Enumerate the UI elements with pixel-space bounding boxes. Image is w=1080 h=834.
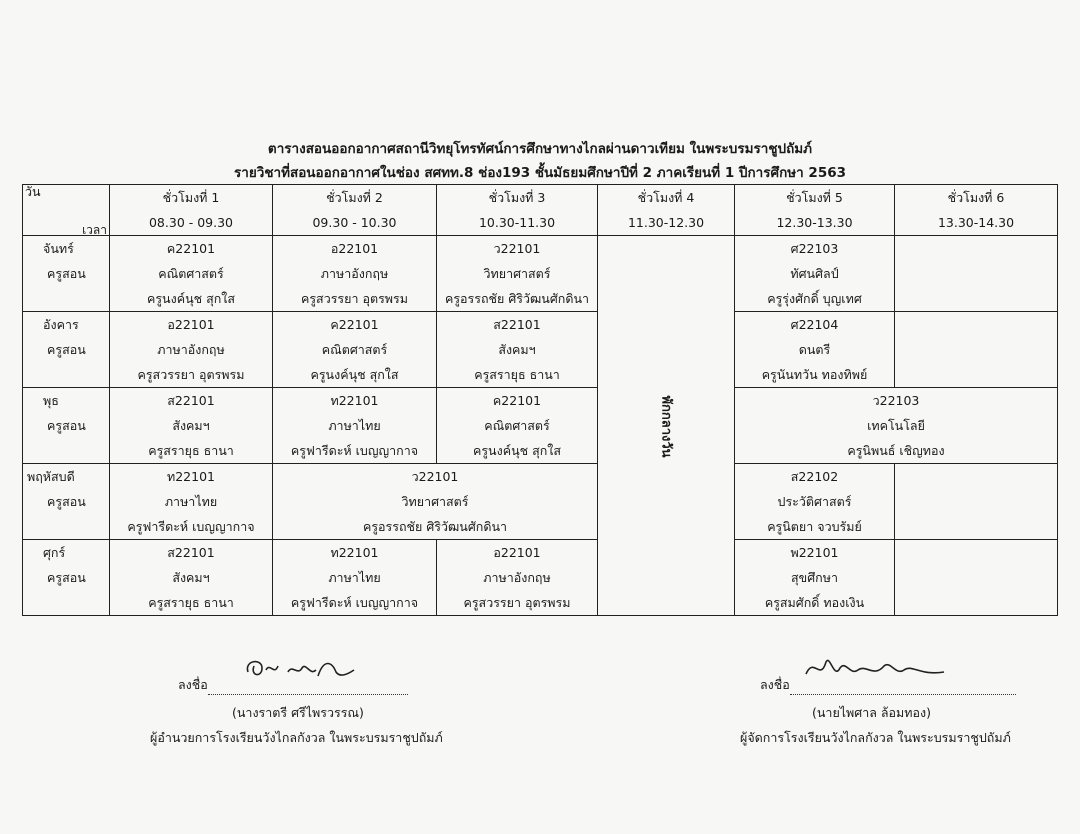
subject-code: ค22101	[273, 312, 437, 338]
day-name: พฤหัสบดี	[23, 464, 110, 490]
subject-name: คณิตศาสตร์	[437, 413, 598, 438]
period-1-time: 08.30 - 09.30	[110, 210, 273, 236]
subject-name: ดนตรี	[735, 337, 895, 362]
teacher-label: ครูสอน	[23, 261, 110, 286]
left-handwritten-signature	[240, 652, 360, 686]
empty-cell	[895, 464, 1058, 540]
header-day-corner	[23, 185, 110, 211]
lunch-break-cell	[598, 236, 735, 616]
teacher-name: ครูสวรรยา อุตรพรม	[437, 590, 598, 616]
teacher-name: ครูนงค์นุช สุกใส	[273, 362, 437, 388]
document-subtitle: รายวิชาที่สอนออกอากาศในช่อง สศทท.8 ช่อง193 ชั้นมัธยมศึกษาปีที่ 2 ภาคเรียนที่ 1 ปีการศึกษา 2563	[234, 165, 846, 181]
signature-prefix: ลงชื่อ	[760, 677, 790, 692]
day-row-thursday	[23, 464, 1058, 490]
subject-code: ศ22103	[735, 236, 895, 262]
empty-cell	[895, 312, 1058, 388]
empty-cell	[895, 236, 1058, 312]
teacher-name: ครูสมศักดิ์ ทองเงิน	[735, 590, 895, 616]
teacher-name: ครูสวรรยา อุตรพรม	[110, 362, 273, 388]
teacher-name: ครูนันทวัน ทองทิพย์	[735, 362, 895, 388]
period-4-time: 11.30-12.30	[598, 210, 735, 236]
teacher-name: ครูสรายุธ ธานา	[110, 438, 273, 464]
subject-name: ประวัติศาสตร์	[735, 489, 895, 514]
teacher-name: ครูนงค์นุช สุกใส	[110, 286, 273, 312]
subject-code: อ22101	[437, 540, 598, 566]
header-row-times	[23, 210, 1058, 236]
period-3-time: 10.30-11.30	[437, 210, 598, 236]
subject-code: ศ22104	[735, 312, 895, 338]
period-6-time: 13.30-14.30	[895, 210, 1058, 236]
subject-code: ส22101	[437, 312, 598, 338]
period-4-label: ชั่วโมงที่ 4	[598, 185, 735, 211]
day-row-monday	[23, 236, 1058, 262]
right-signer-name: (นายไพศาล ล้อมทอง)	[812, 705, 932, 720]
teacher-name: ครูนิพนธ์ เชิญทอง	[735, 438, 1058, 464]
teacher-name: ครูสวรรยา อุตรพรม	[273, 286, 437, 312]
teacher-name: ครูฟารีดะห์ เบญญากาจ	[110, 514, 273, 540]
teacher-label: ครูสอน	[23, 413, 110, 438]
subject-code: ส22102	[735, 464, 895, 490]
day-row-tuesday	[23, 312, 1058, 338]
day-row-friday	[23, 540, 1058, 566]
lunch-break-label: พักกลางวัน	[658, 394, 674, 458]
teacher-name: ครูอรรถชัย ศิริวัฒนศักดินา	[437, 286, 598, 312]
subject-name: สุขศึกษา	[735, 565, 895, 590]
subject-code: อ22101	[273, 236, 437, 262]
signature-dotted-line	[208, 694, 408, 695]
day-name: อังคาร	[23, 312, 110, 338]
period-2-label: ชั่วโมงที่ 2	[273, 185, 437, 211]
subject-name: สังคมฯ	[437, 337, 598, 362]
left-signer-name: (นางราตรี ศรีไพรวรรณ)	[232, 705, 364, 720]
subject-name: ภาษาอังกฤษ	[273, 261, 437, 286]
teacher-label: ครูสอน	[23, 337, 110, 362]
blank-cell	[23, 362, 110, 388]
blank-cell	[23, 286, 110, 312]
period-6-label: ชั่วโมงที่ 6	[895, 185, 1058, 211]
period-5-label: ชั่วโมงที่ 5	[735, 185, 895, 211]
subject-code: ส22101	[110, 540, 273, 566]
subject-name: ทัศนศิลป์	[735, 261, 895, 286]
subject-name: วิทยาศาสตร์	[437, 261, 598, 286]
day-name: จันทร์	[23, 236, 110, 262]
period-3-label: ชั่วโมงที่ 3	[437, 185, 598, 211]
teacher-name: ครูรุ่งศักดิ์ บุญเทศ	[735, 286, 895, 312]
header-row-periods	[23, 185, 1058, 211]
subject-code: ท22101	[110, 464, 273, 490]
teacher-name: ครูนิตยา จวบรัมย์	[735, 514, 895, 540]
subject-name: เทคโนโลยี	[735, 413, 1058, 438]
teacher-name: ครูอรรถชัย ศิริวัฒนศักดินา	[273, 514, 598, 540]
period-5-time: 12.30-13.30	[735, 210, 895, 236]
subject-name: คณิตศาสตร์	[110, 261, 273, 286]
blank-cell	[23, 514, 110, 540]
signature-prefix: ลงชื่อ	[178, 677, 208, 692]
subject-code: ค22101	[110, 236, 273, 262]
subject-code: ว22103	[735, 388, 1058, 414]
subject-code: อ22101	[110, 312, 273, 338]
blank-cell	[23, 590, 110, 616]
subject-name: สังคมฯ	[110, 565, 273, 590]
day-row-wednesday	[23, 388, 1058, 414]
subject-name: วิทยาศาสตร์	[273, 489, 598, 514]
day-label: วัน	[25, 184, 41, 199]
subject-name: ภาษาอังกฤษ	[437, 565, 598, 590]
teacher-label: ครูสอน	[23, 565, 110, 590]
teacher-name: ครูนงค์นุช สุกใส	[437, 438, 598, 464]
time-label: เวลา	[82, 223, 107, 236]
subject-name: ภาษาไทย	[273, 413, 437, 438]
header-time-corner	[23, 210, 110, 236]
period-2-time: 09.30 - 10.30	[273, 210, 437, 236]
blank-cell	[23, 438, 110, 464]
subject-name: สังคมฯ	[110, 413, 273, 438]
left-signer-position: ผู้อำนวยการโรงเรียนวังไกลกังวล ในพระบรมราชูปถัมภ์	[150, 730, 443, 745]
period-1-label: ชั่วโมงที่ 1	[110, 185, 273, 211]
subject-code: ว22101	[273, 464, 598, 490]
subject-name: คณิตศาสตร์	[273, 337, 437, 362]
subject-code: ท22101	[273, 540, 437, 566]
subject-code: ค22101	[437, 388, 598, 414]
teacher-name: ครูสรายุธ ธานา	[437, 362, 598, 388]
signature-dotted-line	[790, 694, 1016, 695]
subject-name: ภาษาอังกฤษ	[110, 337, 273, 362]
subject-code: ท22101	[273, 388, 437, 414]
schedule-table	[22, 184, 1058, 616]
teacher-name: ครูฟารีดะห์ เบญญากาจ	[273, 590, 437, 616]
subject-name: ภาษาไทย	[110, 489, 273, 514]
right-handwritten-signature	[800, 652, 950, 686]
subject-code: พ22101	[735, 540, 895, 566]
subject-code: ส22101	[110, 388, 273, 414]
teacher-name: ครูฟารีดะห์ เบญญากาจ	[273, 438, 437, 464]
document-title: ตารางสอนออกอากาศสถานีวิทยุโทรทัศน์การศึกษาทางไกลผ่านดาวเทียม ในพระบรมราชูปถัมภ์	[267, 141, 813, 157]
teacher-name: ครูสรายุธ ธานา	[110, 590, 273, 616]
teacher-label: ครูสอน	[23, 489, 110, 514]
right-signer-position: ผู้จัดการโรงเรียนวังไกลกังวล ในพระบรมราชูปถัมภ์	[740, 730, 1011, 745]
day-name: พุธ	[23, 388, 110, 414]
day-name: ศุกร์	[23, 540, 110, 566]
empty-cell	[895, 540, 1058, 616]
subject-name: ภาษาไทย	[273, 565, 437, 590]
subject-code: ว22101	[437, 236, 598, 262]
